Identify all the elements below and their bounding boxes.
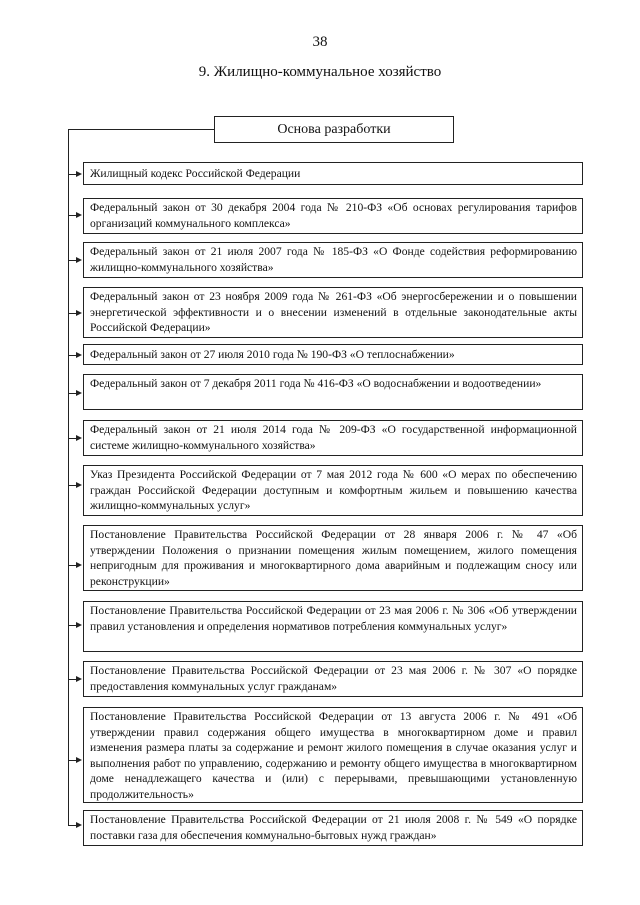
page-number: 38 [312, 34, 328, 50]
section-title: 9. Жилищно-коммунальное хозяйство [198, 64, 442, 80]
document-box: Постановление Правительства Российской Федерации от 23 мая 2006 г. № 307 «О порядке предоставления коммунальных услуг гражданам» [83, 661, 583, 697]
arrow-icon [68, 257, 82, 264]
arrow-icon [68, 676, 82, 683]
document-box: Федеральный закон от 21 июля 2014 года № 209-ФЗ «О государственной информационной системе жилищно-коммунального хозяйства» [83, 420, 583, 456]
document-box: Федеральный закон от 30 декабря 2004 года № 210-ФЗ «Об основах регулирования тарифов организаций коммунального комплекса» [83, 198, 583, 234]
arrow-icon [68, 390, 82, 397]
root-box: Основа разработки [214, 116, 454, 143]
document-box: Постановление Правительства Российской Федерации от 21 июля 2008 г. № 549 «О порядке поставки газа для обеспечения коммунально-бытовых нужд граждан» [83, 810, 583, 846]
document-box: Указ Президента Российской Федерации от 7 мая 2012 года № 600 «О мерах по обеспечению граждан Российской Федерации доступным и комфортным жильем и повышению качества жилищно-коммунальных услуг» [83, 465, 583, 516]
document-box: Постановление Правительства Российской Федерации от 13 августа 2006 г. № 491 «Об утверждении правил содержания общего имущества в многоквартирном доме и правил изменения размера платы за содержание и ремонт жилого помещения в случае оказания услуг и выполнения работ по управлению, содержанию и ремонту общего имущества в многоквартирном доме ненадлежащего качества и (или) с перерывами, превышающими установленную продолжительность» [83, 707, 583, 803]
arrow-icon [68, 822, 82, 829]
document-box: Федеральный закон от 23 ноября 2009 года № 261-ФЗ «Об энергосбережении и о повышении энергетической эффективности и о внесении изменений в отдельные законодательные акты Российской Федерации» [83, 287, 583, 338]
arrow-icon [68, 171, 82, 178]
document-box: Федеральный закон от 27 июля 2010 года № 190-ФЗ «О теплоснабжении» [83, 344, 583, 365]
arrow-icon [68, 212, 82, 219]
document-box: Жилищный кодекс Российской Федерации [83, 162, 583, 185]
arrow-icon [68, 757, 82, 764]
arrow-icon [68, 562, 82, 569]
document-box: Федеральный закон от 7 декабря 2011 года № 416-ФЗ «О водоснабжении и водоотведении» [83, 374, 583, 410]
document-box: Федеральный закон от 21 июля 2007 года № 185-ФЗ «О Фонде содействия реформированию жилищно-коммунального хозяйства» [83, 242, 583, 278]
arrow-icon [68, 310, 82, 317]
arrow-icon [68, 352, 82, 359]
document-box: Постановление Правительства Российской Федерации от 28 января 2006 г. № 47 «Об утверждении Положения о признании помещения жилым помещением, жилого помещения непригодным для проживания и многоквартирного дома аварийным и подлежащим сносу или реконструкции» [83, 525, 583, 591]
vertical-connector-line [68, 129, 69, 826]
arrow-icon [68, 435, 82, 442]
root-connector-line [68, 129, 214, 130]
arrow-icon [68, 482, 82, 489]
arrow-icon [68, 622, 82, 629]
document-box: Постановление Правительства Российской Федерации от 23 мая 2006 г. № 306 «Об утверждении правил установления и определения нормативов потребления коммунальных услуг» [83, 601, 583, 652]
